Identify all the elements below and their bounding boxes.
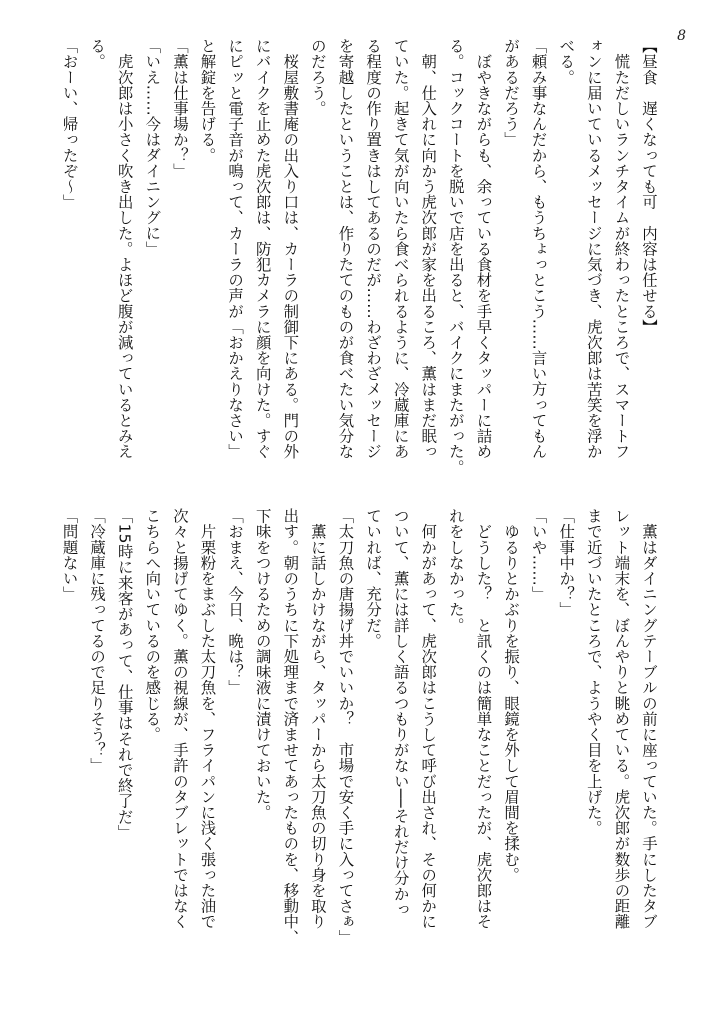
text-line: 「15時に来客があって、仕事はそれで終了だ」 — [115, 508, 134, 840]
text-line: る。 — [88, 38, 107, 70]
text-line: 下味をつけるための調味液に漬けておいた。 — [253, 508, 272, 820]
text-line: れをしなかった。 — [446, 508, 465, 633]
text-line: 「薫は仕事場か？」 — [170, 38, 189, 179]
text-line: レット端末を、ぼんやりと眺めている。虎次郎が数歩の距離 — [612, 508, 631, 930]
text-line: 虎次郎は小さく吹き出した。よほど腹が減っているとみえ — [115, 38, 134, 460]
text-line: 「仕事中か？」 — [557, 508, 576, 618]
text-line: ていれば、充分だ。 — [364, 508, 383, 649]
text-line: 【昼食 遅くなっても可 内容は任せる】 — [640, 38, 658, 335]
top-text-block — [42, 38, 662, 478]
text-line: どうした？ と訊くのは簡単なことだったが、虎次郎はそ — [474, 508, 493, 930]
page-number: 8 — [677, 28, 686, 44]
text-line: 「頼み事なんだから、もうちょっとこう……言い方ってもん — [529, 38, 548, 460]
text-line: 「おまえ、今日、晩は？」 — [226, 508, 245, 696]
text-line: 「いえ……今はダイニングに」 — [143, 38, 162, 257]
text-line: 「太刀魚の唐揚げ丼でいいか？ 市場で安く手に入ってさぁ」 — [336, 508, 355, 945]
text-line: にピッと電子音が鳴って、カーラの声が「おかえりなさい」 — [226, 38, 245, 460]
text-line: 「冷蔵庫に残ってるので足りそう？」 — [88, 508, 107, 774]
text-line: 慌ただしいランチタイムが終わったところで、スマートフ — [612, 38, 631, 460]
text-line: のだろう。 — [308, 38, 327, 116]
text-line: る。コックコートを脱いで店を出ると、バイクにまたがった。 — [446, 38, 465, 475]
text-line: にバイクを止めた虎次郎は、防犯カメラに顔を向けた。すぐ — [253, 38, 272, 460]
text-line: ぼやきながらも、余っている食材を手早くタッパーに詰め — [474, 38, 493, 460]
text-line: 次々と揚げてゆく。薫の視線が、手許のタブレットではなく — [170, 508, 189, 930]
text-line: まで近づいたところで、ようやく目を上げた。 — [584, 508, 603, 836]
text-line: 「いや……」 — [529, 508, 548, 602]
text-line: ォンに届いているメッセージに気づき、虎次郎は苦笑を浮か — [584, 38, 603, 460]
text-line: ていた。起きて気が向いたら食べられるように、冷蔵庫にあ — [391, 38, 410, 460]
text-line: 薫に話しかけながら、タッパーから太刀魚の切り身を取り — [308, 508, 327, 930]
text-line: 何かがあって、虎次郎はこうして呼び出され、その何かに — [419, 508, 438, 930]
text-line: 薫はダイニングテーブルの前に座っていた。手にしたタブ — [640, 508, 658, 930]
text-line: 桜屋敷書庵の出入り口は、カーラの制御下にある。門の外 — [281, 38, 300, 460]
text-line: る程度の作り置きはしてあるのだが……わざわざメッセージ — [364, 38, 383, 460]
text-line: 「問題ない」 — [60, 508, 79, 602]
text-line: こちらへ向いているのを感じる。 — [143, 508, 162, 742]
text-line: を寄越したということは、作りたてのものが食べたい気分な — [336, 38, 355, 460]
text-line: ゆるりとかぶりを振り、眼鏡を外して眉間を揉む。 — [502, 508, 521, 883]
bottom-text-block — [42, 508, 662, 948]
text-line: ついて、薫には詳しく語るつもりがない──それだけ分かっ — [391, 508, 410, 917]
text-line: 朝、仕入れに向かう虎次郎が家を出るころ、薫はまだ眠っ — [419, 38, 438, 460]
text-line: と解錠を告げる。 — [198, 38, 217, 163]
text-line: 片栗粉をまぶした太刀魚を、フライパンに浅く張った油で — [198, 508, 217, 930]
text-line: 出す。朝のうちに下処理まで済ませてあったものを、移動中、 — [281, 508, 300, 945]
text-line: があるだろう」 — [502, 38, 521, 148]
text-line: 「おーい、帰ったぞ～」 — [60, 38, 79, 210]
text-line: べる。 — [557, 38, 576, 85]
